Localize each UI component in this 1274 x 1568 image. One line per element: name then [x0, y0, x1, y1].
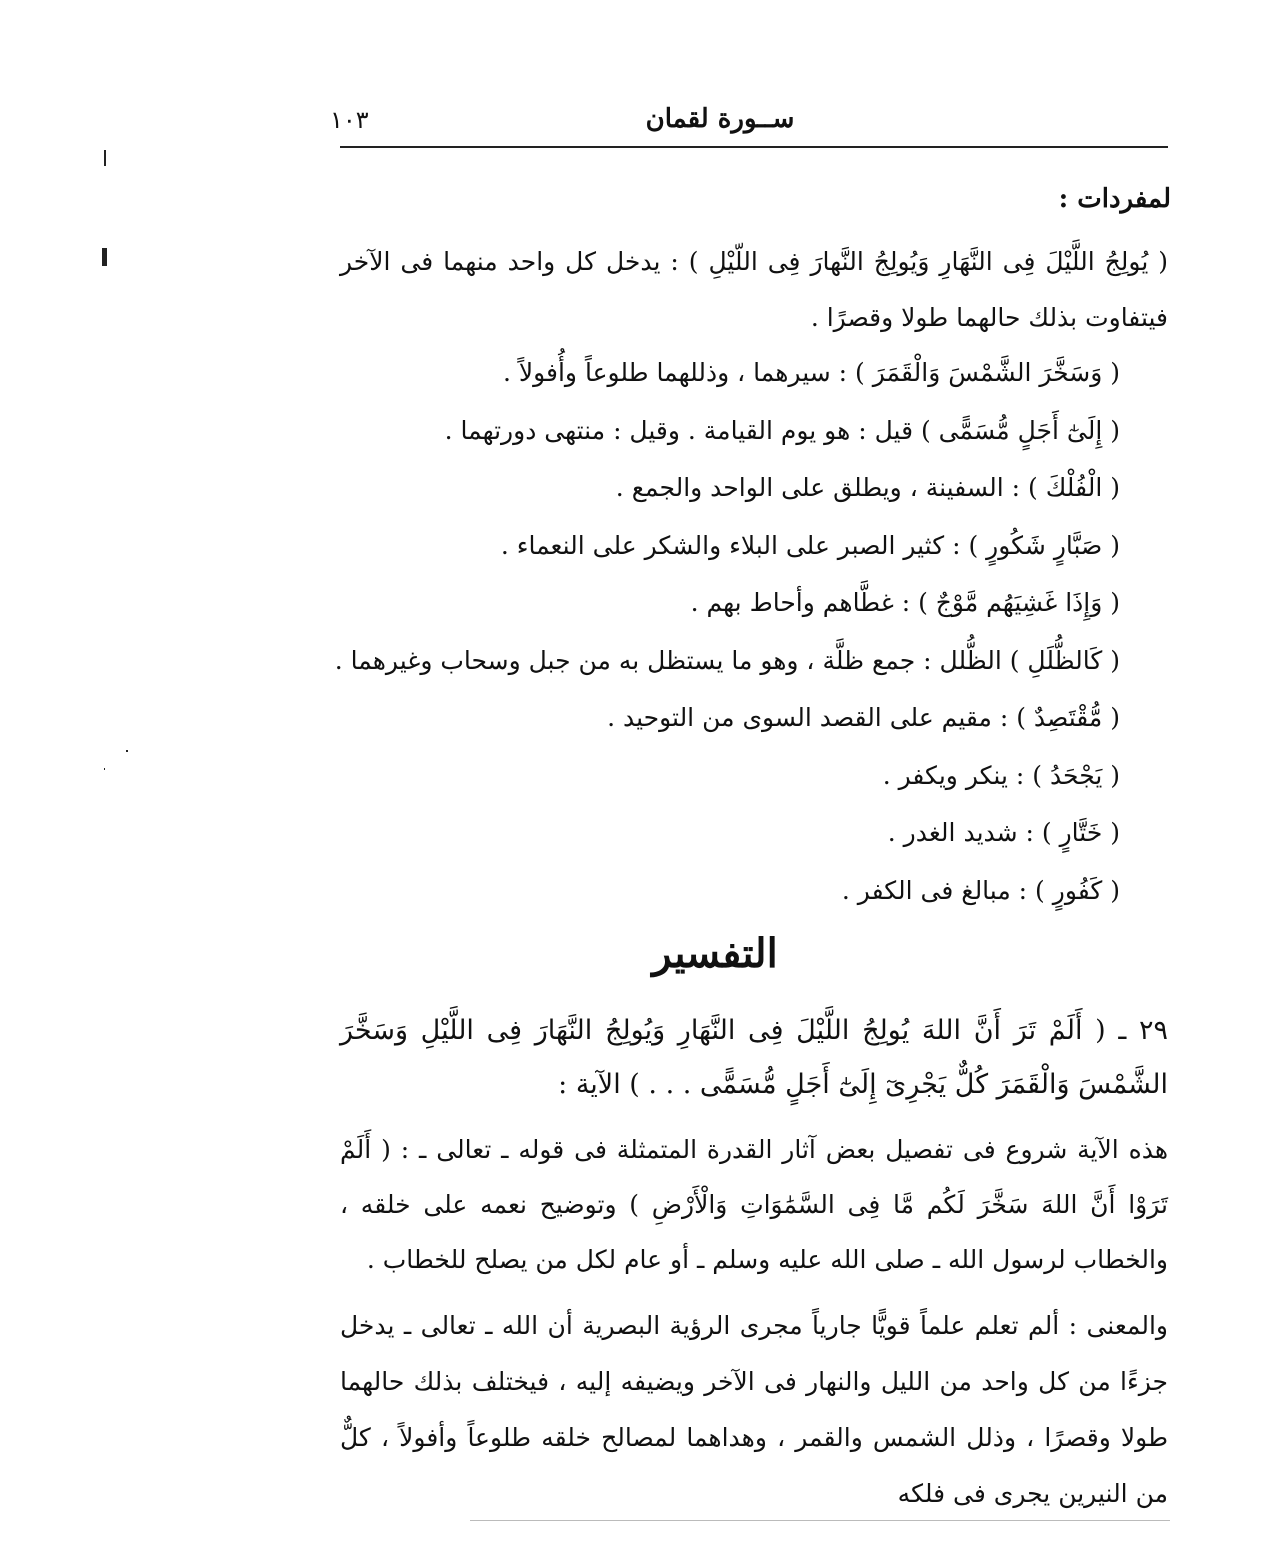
vocabulary-list: [334, 344, 1120, 919]
verse-29: ٢٩ ـ ( أَلَمْ تَرَ أَنَّ اللهَ يُولِجُ اللَّيْلَ فِى النَّهَارِ وَيُولِجُ النَّهَارَ فِى اللَّيْلِ وَسَخَّرَ الشَّمْسَ وَالْقَمَرَ كُلٌّ يَجْرِىٓ إِلَىٰٓ أَجَلٍ مُّسَمًّى . . . ) الآية :: [340, 1015, 1168, 1100]
vocab-item: ( خَتَّارٍ ) : شديد الغدر .: [887, 818, 1120, 847]
bottom-edge-rule: [470, 1520, 1170, 1521]
scan-mark: [104, 150, 106, 166]
scan-mark: [102, 248, 107, 266]
header-rule: [340, 146, 1168, 148]
scan-mark: [104, 768, 105, 770]
surah-title: ســورة لقمان: [645, 104, 795, 134]
vocab-intro-line-2: فيتفاوت بذلك حالهما طولا وقصرًا .: [810, 303, 1168, 332]
scan-mark: [126, 750, 128, 752]
vocab-item: ( إِلَىٰٓ أَجَلٍ مُّسَمًّى ) قيل : هو يوم القيامة . وقيل : منتهى دورتهما .: [444, 415, 1120, 445]
vocab-intro-line-1: ( يُولِجُ اللَّيْلَ فِى النَّهَارِ وَيُولِجُ النَّهارَ فِى اللّيْلِ ) : يدخل كل واحد منهما فى الآخر: [340, 247, 1168, 276]
tafsir-paragraph-2: والمعنى : ألم تعلم علماً قويًّا جارياً مجرى الرؤية البصرية أن الله ـ تعالى ـ يدخل جزءًا من كل واحد من الليل والنهار فى الآخر ويضيفه إليه ، فيختلف بذلك حالهما طولا وقصرًا ، وذلل الشمس والقمر ، وهداهما لمصالح خلقه طلوعاً وأفولاً ، كلٌّ من النيرين يجرى فى فلكه: [340, 1311, 1168, 1508]
vocab-item: ( كَالظُّلَلِ ) الظُّلل : جمع ظلَّة ، وهو ما يستظل به من جبل وسحاب وغيرهما .: [334, 645, 1120, 675]
vocabulary-heading: لمفردات :: [1058, 184, 1171, 214]
vocab-item: ( صَبَّارٍ شَكُورٍ ) : كثير الصبر على البلاء والشكر على النعماء .: [500, 530, 1120, 560]
tafsir-paragraph-1: هذه الآية شروع فى تفصيل بعض آثار القدرة المتمثلة فى قوله ـ تعالى ـ : ( أَلَمْ تَرَوْا أَنَّ اللهَ سَخَّرَ لَكُم مَّا فِى السَّمَٰوَاتِ وَالْأَرْضِ ) وتوضيح نعمه على خلقه ، والخطاب لرسول الله ـ صلى الله عليه وسلم ـ أو عام لكل من يصلح للخطاب .: [340, 1135, 1168, 1274]
page-number: ١٠٣: [330, 106, 369, 134]
vocab-item: ( وَسَخَّرَ الشَّمْسَ وَالْقَمَرَ ) : سيرهما ، وذللهما طلوعاً وأُفولاً .: [502, 358, 1120, 387]
vocab-intro: [340, 234, 1168, 346]
vocab-item: ( الْفُلْكَ ) : السفينة ، ويطلق على الواحد والجمع .: [615, 473, 1120, 502]
vocab-item: ( مُّقْتَصِدٌ ) : مقيم على القصد السوى من التوحيد .: [607, 703, 1120, 732]
vocab-item: ( كَفُورٍ ) : مبالغ فى الكفر .: [841, 875, 1120, 905]
vocab-item: ( يَجْحَدُ ) : ينكر ويكفر .: [882, 760, 1120, 790]
tafsir-heading: التفسير: [652, 930, 778, 977]
vocab-item: ( وَإِذَا غَشِيَهُم مَّوْجٌ ) : غطَّاهم وأحاط بهم .: [690, 588, 1120, 617]
